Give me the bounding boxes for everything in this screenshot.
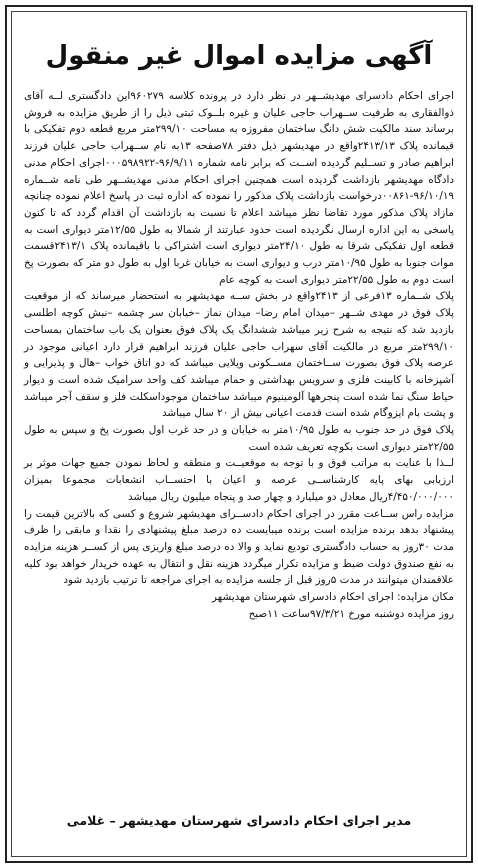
notice-body xyxy=(20,88,458,623)
paragraph-boundaries: پلاک فوق در حد جنوب به طول ۱۰/۹۵متر به خیابان و در حد غرب اول بصورت پخ و سپس به طول ۲۲/۵۵متر دیواری است بکوچه تعریف شده است xyxy=(24,424,454,453)
notice-title: آگهی مزایده اموال غیر منقول xyxy=(45,41,433,71)
paragraph-auction-location: مکان مزایده: اجرای احکام دادسرای شهرستان مهدیشهر xyxy=(211,591,454,604)
signature: مدیر اجرای احکام دادسرای شهرستان مهدیشهر – غلامی xyxy=(66,813,412,828)
notice-content xyxy=(20,14,458,852)
paragraph-valuation: لــذا با عنایت به مراتب فوق و با توجه به موقعیــت و منطقه و لحاظ نمودن جمیع جهات موثر بر ارزیابی بهای پایه کارشناســی عرصه و اعیان با احتســاب انشعابات مجموعا بمیزان ۴/۴۵۰/۰۰۰/۰۰۰ریال معادل دو میلیارد و چهار صد و پنجاه میلیون ریال میباشد xyxy=(24,457,454,503)
paragraph-property-inspection: پلاک شــماره ۱۳فرعی از ۲۴۱۳واقع در بخش ســه مهدیشهر به استحضار میرساند که از موقعیت پلاک فوق در مهدی شــهر –میدان امام رضا– میدان نماز –خیابان سر چشمه –نبش کوچه اطلسی بازدید شد که نتیجه به شرح زیر میباشد ششدانگ یک پلاک فوق بعنوان یک باب ساختمان بمساحت ۲۹۹/۱۰متر مربع در مالکیت آقای سهراب حاجی علیان فرزند ابراهیم قرار دارد اعیانی موجود در عرصه پلاک فوق بصورت ســاختمان مســکونی ویلایی میباشد که دو اتاق خواب –هال و پذیرایی و آشپزخانه با کابینت فلزی و سرویس بهداشتی و حمام میباشد کف واحد سرامیک شده است و دیوار حیاط سنگ نما شده است پنجرهها آلومینیوم میباشد ساختمان موجوداسکلت فلز و سقف آجر میباشد و پشت بام ایزوگام شده است قدمت اعیانی بیش از ۲۰ سال میباشد xyxy=(24,290,454,420)
paragraph-auction-date: روز مزایده دوشنبه مورخ ۹۷/۳/۲۱ساعت ۱۱صبح xyxy=(248,607,454,620)
paragraph-auction-terms: مزایده راس ســاعت مقرر در اجرای احکام دادســرای مهدیشهر شروع و کسی که بالاترین قیمت را پیشنهاد بدهد برنده مزایده است برنده میبایست ده درصد مبلغ پیشنهادی را نقدا و مابقی را ظرف مدت ۳۰روز به حساب دادگستری تودیع نماید و والا ده درصد مبلغ واریزی پس از کســر هزینه مزایده به نفع صندوق دولت ضبط و مزایده تکرار میگردد هزینه نقل و انتقال به عهده خریدار خواهد بود کلیه علاقمندان میتوانند در مدت ۵روز قبل از جلسه مزایده به اجرای مراجعه تا ترتیب بازدید شود xyxy=(24,507,455,587)
paragraph-case-details: اجرای احکام دادسرای مهدیشــهر در نظر دارد در پرونده کلاسه ۹۶۰۲۷۹این دادگستری لــه آقای ذوالفقاری به طرفیت ســهراب حاجی علیان و غیره بلــوک ثبتی ذیل را از طریق مزایده به فروش برساند سند مالکیت شش دانگ ساختمان مفروزه به مساحت ۲۹۹/۱۰متر مربع قطعه دوم تفکیکی با قیمانده پلاک ۲۴۱۳/۱۳واقع در مهدیشهر ذیل دفتر ۷۸صفحه ۱۳به نام ســهراب حاجی علیان فرزند ابراهیم صادر و تســلیم گردیده اســت که برابر نامه شماره ۹۶/۹/۱۱-۰۰۰۵۹۸۹۲۲اجرای احکام مدنی دادگاه مهدیشهر بازداشت گردیده است همچنین اجرای احکام مدنی مهدیشــهر طی نامه شــماره ۹۶/۱۰/۱۹-۰۰۸۶۱درخواست بازداشت پلاک مذکور را نموده که اداره ثبت در پاسخ اعلام نموده چنانچه مازاد پلاک مذکور مورد تقاضا نظر میباشد اعلام تا نسبت به بازداشت آن اقدام گردد که تا کنون پاسخی به این اداره ارسال نگردیده است حدود عبارتند از شمالا به طول ۱۲/۵۵متر دیواری است به قطعه اول تفکیکی شرقا به طول ۲۴/۱۰متر دیواری است اشتراکی با باقیمانده پلاک ۲۴۱۳/۱قسمت موات جنوبا به طول ۱۰/۹۵متر درب و دیواری است به خیابان غربا اول به طول دو متر که بصورت پخ است دوم به طول ۲۲/۵۵متر دیواری است به کوچه عام xyxy=(24,90,455,286)
